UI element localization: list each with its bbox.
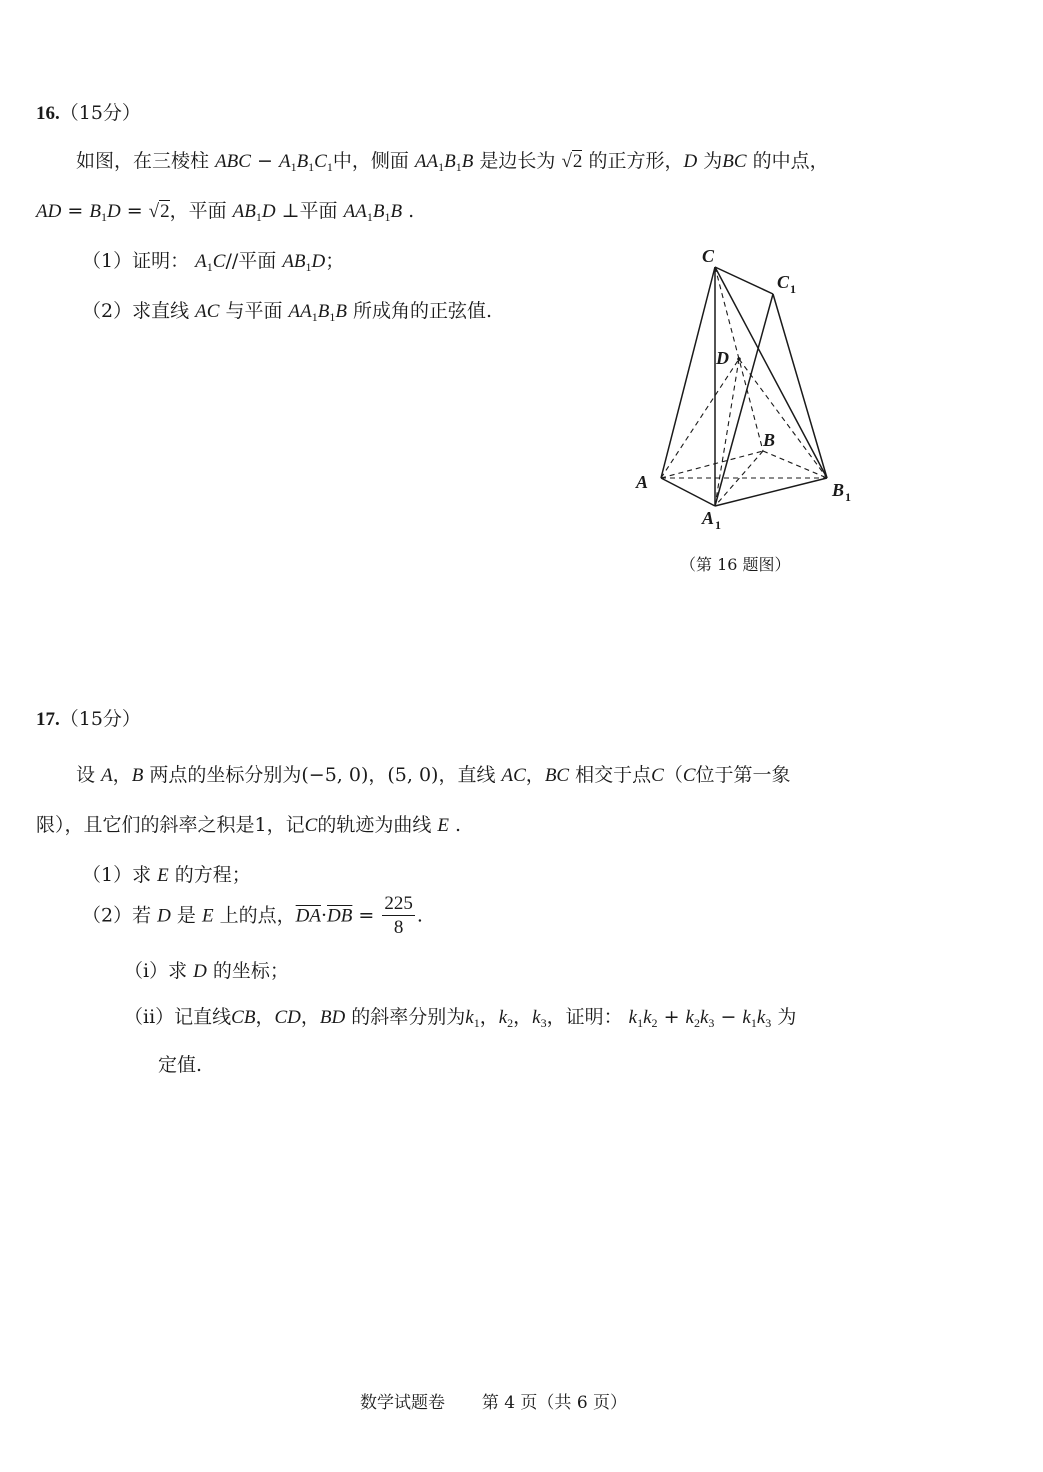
label-C1: C <box>777 272 790 292</box>
label-A1: A <box>702 508 715 528</box>
q16-line2: AD = $B_1D = √2$，平面 $AB_1D$ ⊥平面 $AA_1B_1B$ . <box>36 200 415 224</box>
point-D <box>737 357 741 361</box>
q17-header: 17.（15分） <box>36 708 141 730</box>
edge-A-A1 <box>661 478 715 506</box>
q16-part2: （2）求直线 AC 与平面 $AA_1B_1B$ 所成角的正弦值. <box>82 300 493 324</box>
dash-B-B1 <box>763 451 827 478</box>
q16-part1: （1）证明： $A_1C//$平面 $AB_1D$； <box>82 250 345 274</box>
label-D: D <box>716 348 729 368</box>
q17-sub-ii: （ii）记直线CB，CD，BD 的斜率分别为$k_1$，$k_2$，$k_3$，证明： $k_1k_2 + k_2k_3 - k_1k_3$ 为 <box>124 1006 797 1030</box>
q17-line1: 设 A，B 两点的坐标分别为(−5, 0)，(5, 0)，直线 AC，BC 相交于点C（C位于第一象 <box>76 764 791 786</box>
label-C: C <box>702 246 715 266</box>
q16-header: 16.（15分） <box>36 102 141 124</box>
q17-fraction: $\frac{225}{8}$ <box>384 893 413 938</box>
edge-C-C1 <box>715 267 773 294</box>
q17-points: （15分） <box>59 708 141 730</box>
q17-sub-i: （i）求 D 的坐标； <box>124 960 289 982</box>
q16-points: （15分） <box>59 102 141 124</box>
q16-number: 16 <box>36 103 55 124</box>
q17-part1: （1）求 E 的方程； <box>82 864 251 886</box>
label-B1: B <box>832 480 845 500</box>
q17-number: 17 <box>36 709 55 730</box>
q17-part2: （2）若 D 是 E 上的点，$\overline{DA}\cdot\overline{DB}$ = $\frac{225}{8}$ . <box>82 893 423 938</box>
label-A: A <box>636 472 649 492</box>
label-C1-sub: 1 <box>790 282 796 296</box>
footer-title: 数学试题卷 <box>360 1393 445 1413</box>
edge-C-A <box>661 267 715 478</box>
label-B: B <box>763 430 776 450</box>
edge-C1-A1 <box>715 294 776 506</box>
q17-sub-ii-cont: 定值. <box>158 1054 203 1076</box>
q16-intro: 如图，在三棱柱 ABC − $A_1B_1C_1$中，侧面 $AA_1B_1B$ 是边长为 √2 的正方形，D 为BC 的中点， <box>76 150 829 174</box>
label-A1-sub: 1 <box>715 518 721 532</box>
q17-line2: 限），且它们的斜率之积是1，记C的轨迹为曲线 E . <box>36 814 462 836</box>
label-B1-sub: 1 <box>845 490 851 504</box>
edge-C1-B1 <box>773 294 827 478</box>
q16-figure <box>620 236 860 536</box>
page-footer <box>360 1388 627 1413</box>
edge-A1-B1 <box>715 478 827 506</box>
footer-page: 第 4 页（共 6 页） <box>481 1393 628 1413</box>
q16-figure-caption: （第 16 题图） <box>680 555 791 574</box>
dash-D-B1 <box>739 359 827 478</box>
